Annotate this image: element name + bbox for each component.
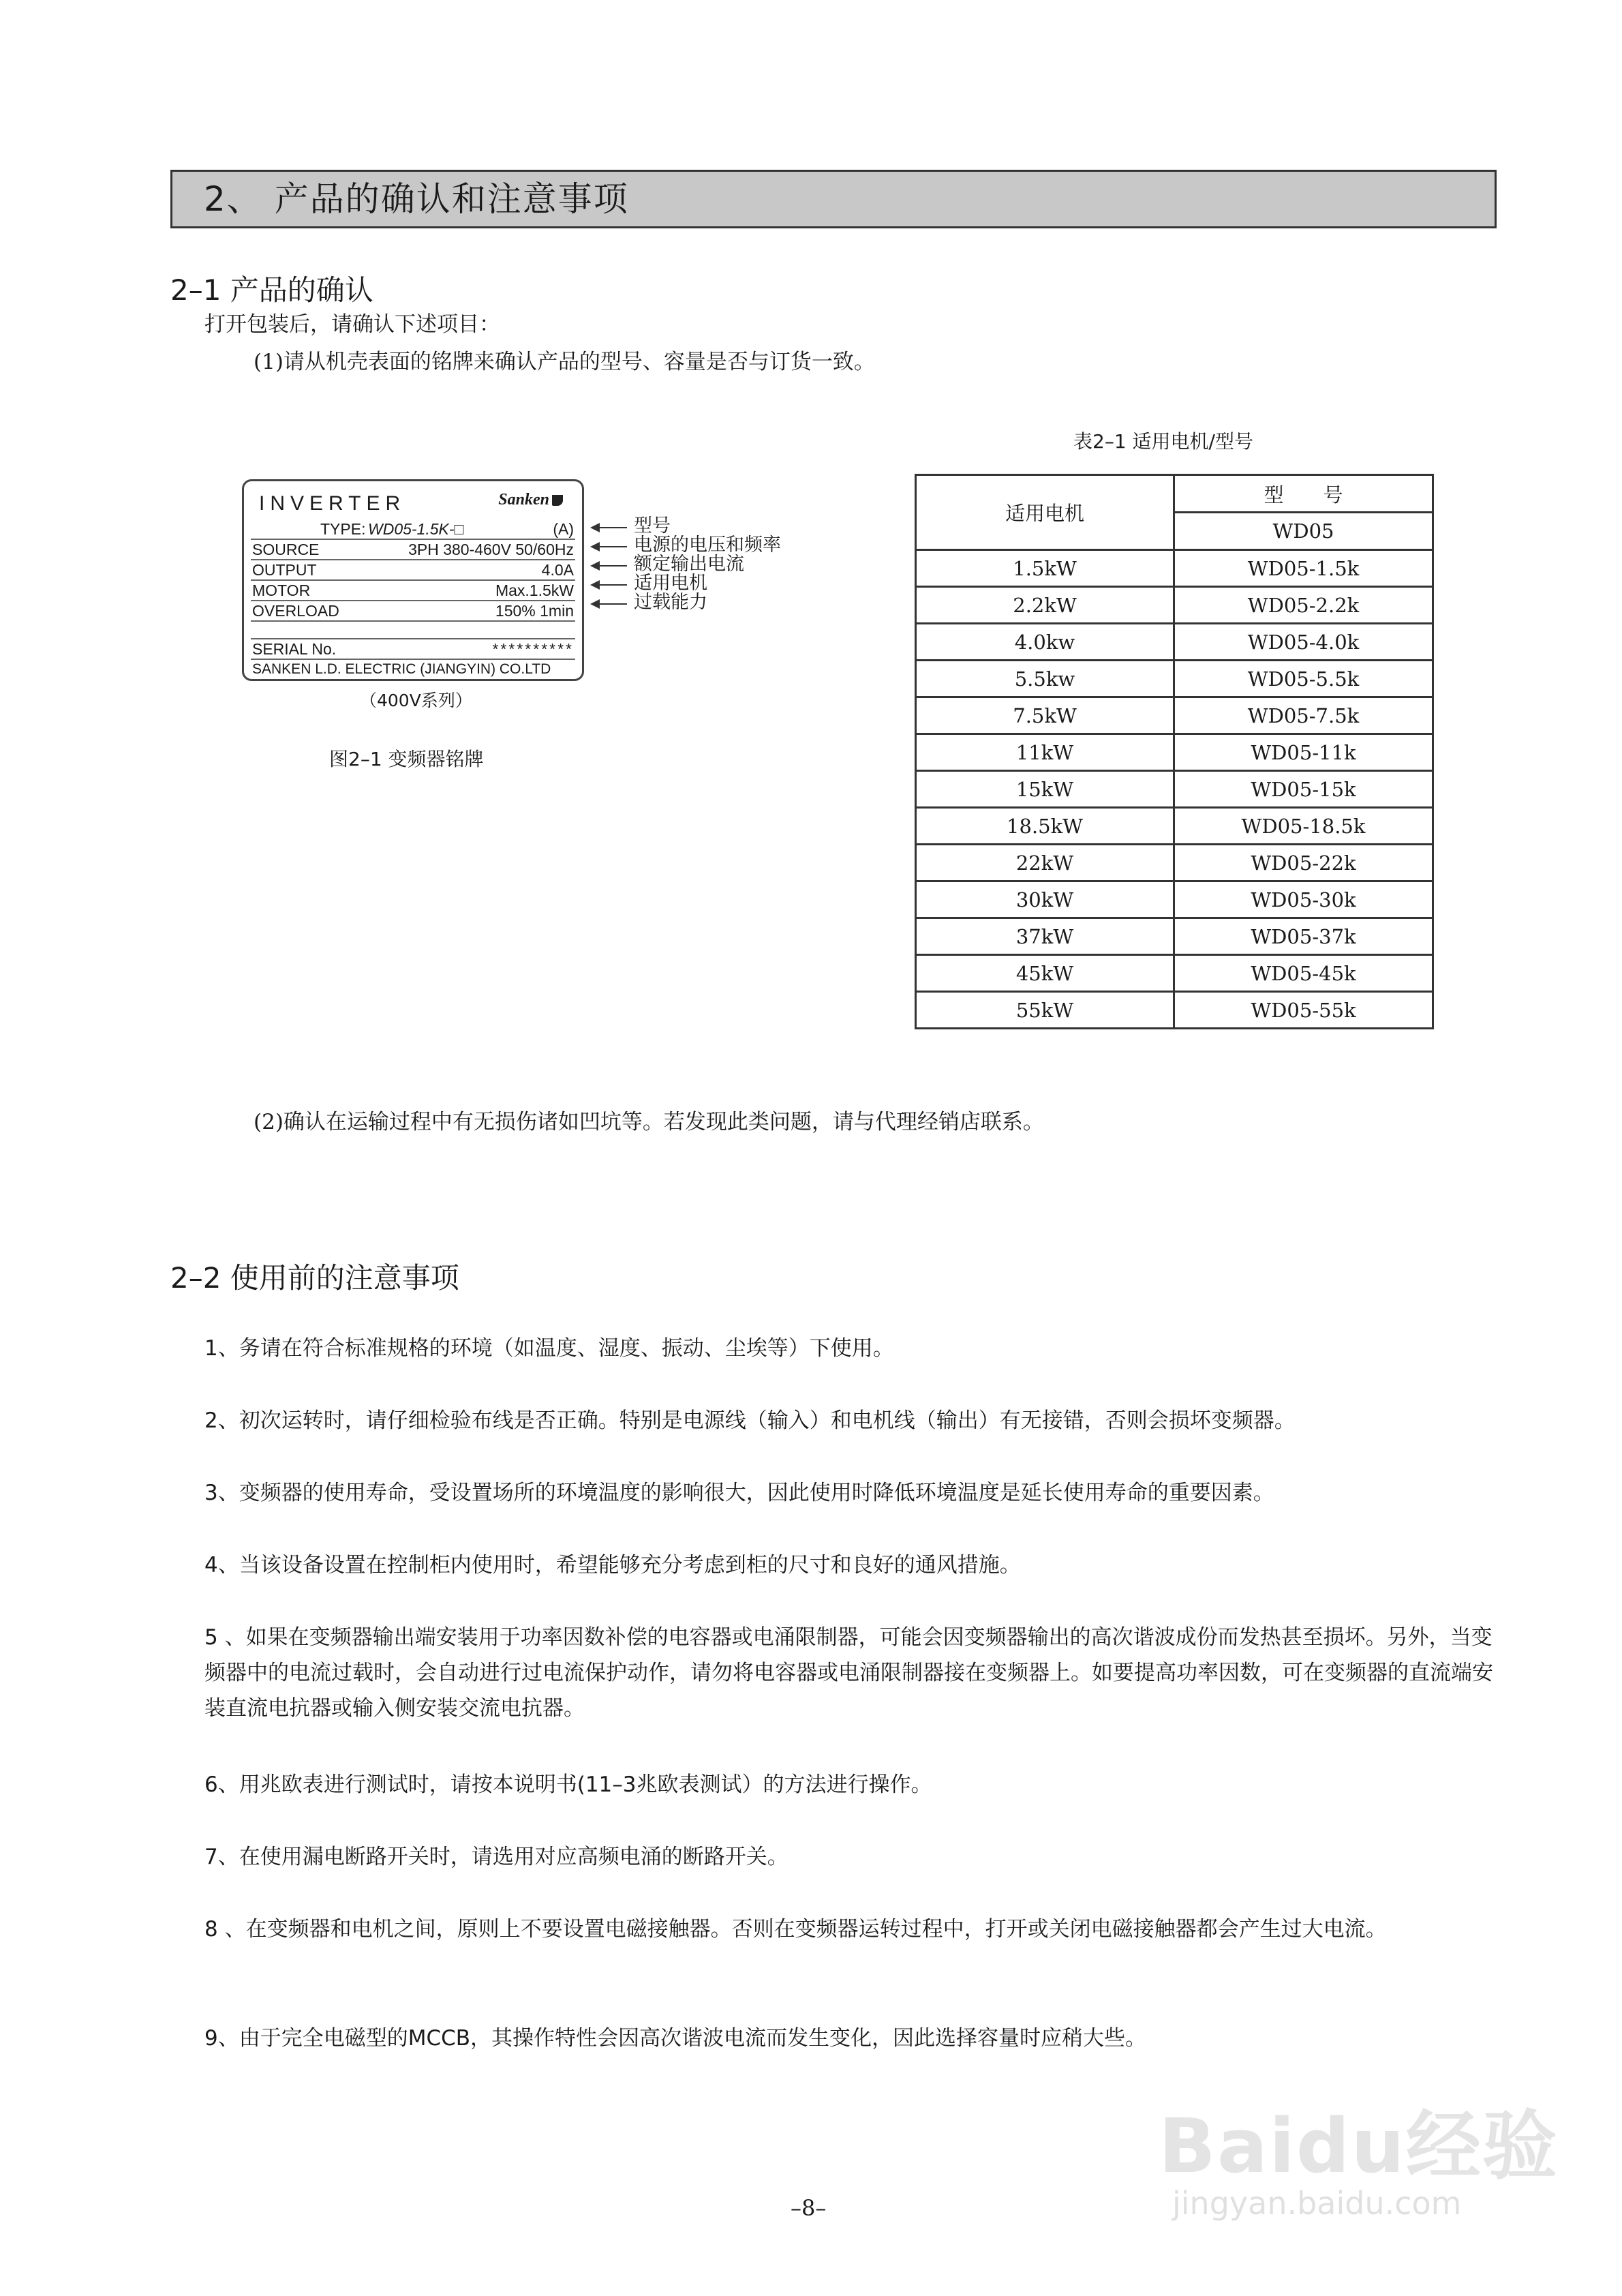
table-row: 1.5kW WD05-1.5k <box>916 550 1433 587</box>
nameplate-series: （400V系列） <box>360 691 472 710</box>
precaution-note-7: 7、在使用漏电断路开关时，请选用对应高频电涌的断路开关。 <box>204 1845 789 1869</box>
precaution-note-9: 9、由于完全电磁型的MCCB，其操作特性会因高次谐波电流而发生变化，因此选择容量时应稍大些。 <box>204 2026 1147 2051</box>
table-row: 22kW WD05-22k <box>916 845 1433 881</box>
table-row: 4.0kw WD05-4.0k <box>916 624 1433 661</box>
nameplate-type-row: TYPE: WD05-1.5K-□ (A) <box>320 520 574 538</box>
precaution-note-4: 4、当该设备设置在控制柜内使用时，希望能够充分考虑到柜的尺寸和良好的通风措施。 <box>204 1553 1021 1577</box>
figure-caption: 图2–1 变频器铭牌 <box>329 748 484 770</box>
table-row: 5.5kw WD05-5.5k <box>916 661 1433 697</box>
precaution-note-2: 2、初次运转时，请仔细检验布线是否正确。特别是电源线（输入）和电机线（输出）有无接错，否则会损坏变频器。 <box>204 1408 1296 1433</box>
intro-text: 打开包装后，请确认下述项目： <box>204 312 500 337</box>
precaution-note-1: 1、务请在符合标准规格的环境（如温度、湿度、振动、尘埃等）下使用。 <box>204 1336 894 1361</box>
table-header-series: WD05 <box>1174 513 1433 550</box>
callout-motor: 适用电机 <box>634 573 707 594</box>
callout-model: 型号 <box>634 515 671 537</box>
sanken-logo-mark-icon <box>552 495 563 506</box>
baidu-watermark-logo: Baidu经验 <box>1159 2102 1559 2190</box>
nameplate-row: OUTPUT 4.0A <box>252 561 574 579</box>
confirm-item-1: (1)请从机壳表面的铭牌来确认产品的型号、容量是否与订货一致。 <box>254 350 875 374</box>
table-header-motor: 适用电机 <box>916 475 1174 550</box>
nameplate-title: INVERTER <box>259 492 406 515</box>
precaution-note-6: 6、用兆欧表进行测试时，请按本说明书(11–3兆欧表测试）的方法进行操作。 <box>204 1772 932 1797</box>
precaution-note-5: 5 、如果在变频器输出端安装用于功率因数补偿的电容器或电涌限制器，可能会因变频器输出的高次谐波成份而发热甚至损坏。另外，当变频器中的电流过载时，会自动进行过电流保护动作，请勿将电容器或电涌限制器接在变频器上。如要提高功率因数，可在变频器的直流端安装直流电抗器或输入侧安装交流电抗器。 <box>204 1625 1493 1721</box>
callout-rated-current: 额定输出电流 <box>634 554 744 575</box>
sanken-logo: Sanken <box>498 491 563 509</box>
nameplate-serial-row: SERIAL No. ********** <box>252 640 574 658</box>
subsection-heading-precautions: 2–2 使用前的注意事项 <box>170 1261 459 1295</box>
table-header-model: 型 号 <box>1174 475 1433 513</box>
table-row: 11kW WD05-11k <box>916 734 1433 771</box>
table-row: 55kW WD05-55k <box>916 992 1433 1029</box>
table-row: 18.5kW WD05-18.5k <box>916 808 1433 845</box>
table-caption: 表2–1 适用电机/型号 <box>1073 430 1253 453</box>
table-row: 15kW WD05-15k <box>916 771 1433 808</box>
table-row: 45kW WD05-45k <box>916 955 1433 992</box>
callout-voltage-frequency: 电源的电压和频率 <box>634 534 781 556</box>
nameplate-row: OVERLOAD 150% 1min <box>252 602 574 620</box>
page-number: –8– <box>791 2195 827 2221</box>
confirm-item-2: (2)确认在运输过程中有无损伤诸如凹坑等。若发现此类问题，请与代理经销店联系。 <box>254 1110 1044 1134</box>
nameplate-maker: SANKEN L.D. ELECTRIC (JIANGYIN) CO.LTD <box>252 661 551 677</box>
motor-model-table <box>915 474 1434 1029</box>
nameplate-row: MOTOR Max.1.5kW <box>252 581 574 599</box>
precaution-note-8: 8 、在变频器和电机之间，原则上不要设置电磁接触器。否则在变频器运转过程中，打开或关闭电磁接触器都会产生过大电流。 <box>204 1917 1387 1942</box>
table-row: 30kW WD05-30k <box>916 881 1433 918</box>
baidu-watermark-url: jingyan.baidu.com <box>1172 2185 1462 2222</box>
table-row: 2.2kW WD05-2.2k <box>916 587 1433 624</box>
precaution-note-3: 3、变频器的使用寿命，受设置场所的环境温度的影响很大，因此使用时降低环境温度是延长使用寿命的重要因素。 <box>204 1481 1274 1505</box>
subsection-heading-confirm: 2–1 产品的确认 <box>170 273 373 307</box>
nameplate-row: SOURCE 3PH 380-460V 50/60Hz <box>252 541 574 558</box>
callout-overload: 过载能力 <box>634 592 707 613</box>
table-row: 7.5kW WD05-7.5k <box>916 697 1433 734</box>
section-title: 2、 产品的确认和注意事项 <box>170 170 1497 228</box>
inverter-nameplate <box>242 479 584 681</box>
table-row: 37kW WD05-37k <box>916 918 1433 955</box>
